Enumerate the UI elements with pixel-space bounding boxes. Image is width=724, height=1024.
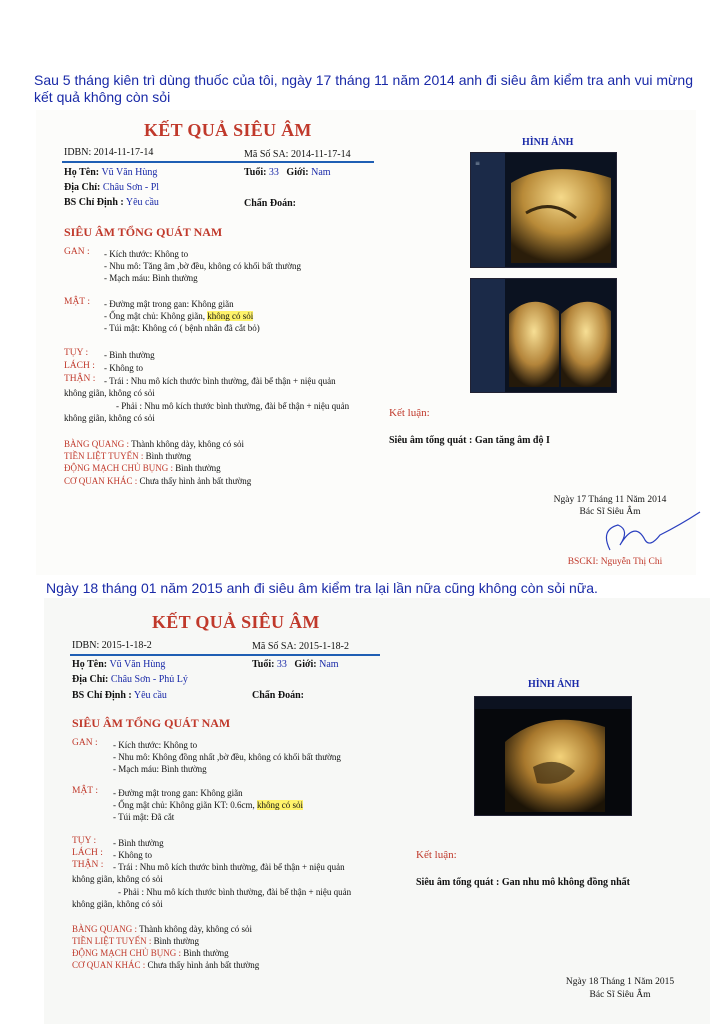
report1-gan-3: - Mạch máu: Bình thường [104, 273, 198, 283]
report1-conclusion-label: Kết luận: [389, 407, 430, 419]
report2-mat-label: MẬT : [72, 786, 98, 796]
report2-tuy: - Bình thường [113, 838, 164, 848]
report1-date: Ngày 17 Tháng 11 Năm 2014 [553, 495, 667, 505]
report1-mat-3: - Túi mật: Không có ( bệnh nhân đã cắt bỏ) [104, 323, 260, 333]
report1-lach: - Không to [104, 363, 143, 373]
report2-co-quan-khac: CƠ QUAN KHÁC : Chưa thấy hình ảnh bất thường [72, 960, 260, 970]
report1-age-label: Tuổi: [244, 167, 267, 178]
report1-mat-label: MẬT : [64, 297, 90, 307]
report2-lach-label: LÁCH : [72, 848, 103, 858]
report2-doctor-row [72, 690, 167, 701]
report1-than-4: không giãn, không có sỏi [64, 413, 155, 423]
report1-gender: Nam [311, 167, 331, 178]
report2-gan-2: - Nhu mô: Không đồng nhất ,bờ đều, không có khối bất thường [113, 752, 341, 762]
report1-section-title: SIÊU ÂM TỔNG QUÁT NAM [64, 225, 223, 239]
report1-role: Bác Sĩ Siêu Âm [579, 507, 641, 517]
report2-gender: Nam [319, 659, 339, 670]
report2-role: Bác Sĩ Siêu Âm [589, 990, 651, 1000]
report1-rule [62, 161, 374, 163]
report2-section-title: SIÊU ÂM TỔNG QUÁT NAM [72, 716, 231, 730]
report1-address: Châu Sơn - Pl [102, 182, 160, 193]
report2-name-row [72, 659, 165, 670]
report2-than-2: không giãn, không có sỏi [72, 874, 163, 884]
report1-gender-label: Giới: [286, 167, 309, 178]
report2-images-title: HÌNH ẢNH [528, 679, 580, 690]
report1-tuy: - Bình thường [104, 350, 155, 360]
report1-no-stone-highlight: không có sỏi [207, 311, 254, 321]
report1-than-2: không giãn, không có sỏi [64, 388, 155, 398]
report2-diagnosis-label: Chẩn Đoán: [252, 690, 304, 701]
report1-co-quan-khac: CƠ QUAN KHÁC : Chưa thấy hình ảnh bất thường [64, 476, 252, 486]
report1-name: Vũ Văn Hùng [101, 167, 158, 178]
report1-doctor-ref: Yêu cầu [125, 197, 159, 208]
report2-conclusion-label: Kết luận: [416, 849, 457, 861]
report1-mat-1: - Đường mật trong gan: Không giãn [104, 299, 234, 309]
report1-name-label: Họ Tên: [64, 167, 100, 178]
report2-bang-quang: BÀNG QUANG : Thành không dày, không có sỏi [72, 924, 252, 934]
caption-second-checkup: Ngày 18 tháng 01 năm 2015 anh đi siêu âm kiểm tra lại lần nữa cũng không còn sỏi nữa. [46, 580, 598, 596]
report2-gan-3: - Mạch máu: Bình thường [113, 764, 207, 774]
report2-dong-mach: ĐỘNG MẠCH CHỦ BỤNG : Bình thường [72, 948, 229, 958]
report2-mat-3: - Túi mật: Đã cắt [113, 812, 175, 822]
report1-name-row [64, 167, 157, 178]
report1-gan-2: - Nhu mô: Tăng âm ,bờ đều, không có khối bất thường [104, 261, 301, 271]
report2-age: 33 [276, 659, 287, 670]
report2-than-4: không giãn, không có sỏi [72, 899, 163, 909]
report2-no-stone-highlight: không có sỏi [257, 800, 304, 810]
report2-lach: - Không to [113, 850, 152, 860]
report1-conclusion: Siêu âm tổng quát : Gan tăng âm độ I [389, 435, 550, 446]
svg-text:≡: ≡ [475, 160, 481, 167]
report1-signature [590, 510, 710, 560]
report2-conclusion: Siêu âm tổng quát : Gan nhu mô không đồng nhất [416, 877, 630, 888]
report2-tuy-label: TỤY : [72, 836, 97, 846]
report1-gan-label: GAN : [64, 247, 90, 257]
report1-images-title: HÌNH ẢNH [522, 137, 574, 148]
report1-age-row [244, 167, 331, 178]
report1-doctor-row [64, 197, 159, 208]
report1-diagnosis-label: Chẩn Đoán: [244, 198, 296, 209]
report2-date: Ngày 18 Tháng 1 Năm 2015 [565, 977, 675, 987]
report2-than-3: - Phải : Nhu mô kích thước bình thường, đài bể thận + niệu quản [118, 887, 352, 897]
report2-gan-label: GAN : [72, 738, 98, 748]
report2-age-label: Tuổi: [252, 659, 275, 670]
report2-mat-1: - Đường mật trong gan: Không giãn [113, 788, 243, 798]
report2-title: KẾT QUẢ SIÊU ÂM [152, 612, 320, 632]
report1-tien-liet: TIỀN LIỆT TUYẾN : Bình thường [64, 451, 192, 461]
report2-name-label: Họ Tên: [72, 659, 108, 670]
report1-ultrasound-image-2 [470, 278, 617, 393]
report2-name: Vũ Văn Hùng [109, 659, 166, 670]
report2-ultrasound-image [474, 696, 632, 816]
caption-first-checkup: Sau 5 tháng kiên trì dùng thuốc của tôi, ngày 17 tháng 11 năm 2014 anh đi siêu âm kiểm tra anh vui mừng kết quả không còn sỏi [34, 72, 693, 105]
report2-rule [70, 654, 380, 656]
report1-ma-so: Mã Số SA: 2014-11-17-14 [244, 149, 351, 160]
report1-doctor-name: BSCKI: Nguyễn Thị Chi [567, 557, 663, 567]
report2-ma-so: Mã Số SA: 2015-1-18-2 [252, 641, 349, 652]
report2-address-label: Địa Chỉ: [72, 674, 109, 685]
report2-address-row [72, 674, 188, 685]
report1-dong-mach: ĐỘNG MẠCH CHỦ BỤNG : Bình thường [64, 463, 221, 473]
report1-than-1: - Trái : Nhu mô kích thước bình thường, đài bể thận + niệu quản [104, 376, 336, 386]
report1-than-label: THẬN : [64, 374, 96, 384]
report2-tien-liet: TIỀN LIỆT TUYẾN : Bình thường [72, 936, 200, 946]
report2-gan-1: - Kích thước: Không to [113, 740, 198, 750]
report2-gender-label: Giới: [294, 659, 317, 670]
report1-age: 33 [268, 167, 279, 178]
report1-address-row [64, 182, 159, 193]
report2-age-row [252, 659, 339, 670]
report2-mat-2: - Ống mật chủ: Không giãn KT: 0.6cm, không có sỏi [113, 800, 304, 810]
report2-doctor-ref: Yêu cầu [133, 690, 167, 701]
report1-lach-label: LÁCH : [64, 361, 95, 371]
report1-idbn: IDBN: 2014-11-17-14 [64, 147, 154, 158]
report1-address-label: Địa Chỉ: [64, 182, 101, 193]
report1-tuy-label: TỤY : [64, 348, 89, 358]
report1-than-3: - Phải : Nhu mô kích thước bình thường, đài bể thận + niệu quản [116, 401, 350, 411]
report2-than-label: THẬN : [72, 860, 104, 870]
report1-mat-2: - Ống mật chủ: Không giãn, không có sỏi [104, 311, 254, 321]
report2-doctor-label: BS Chỉ Định : [72, 690, 132, 701]
report1-ultrasound-image-1 [470, 152, 617, 268]
report1-doctor-label: BS Chỉ Định : [64, 197, 124, 208]
report2-idbn: IDBN: 2015-1-18-2 [72, 640, 152, 651]
report1-title: KẾT QUẢ SIÊU ÂM [144, 120, 312, 140]
report2-address: Châu Sơn - Phủ Lý [110, 674, 188, 685]
report1-gan-1: - Kích thước: Không to [104, 249, 189, 259]
report1-bang-quang: BÀNG QUANG : Thành không dày, không có sỏi [64, 439, 244, 449]
report2-than-1: - Trái : Nhu mô kích thước bình thường, đài bể thận + niệu quản [113, 862, 345, 872]
